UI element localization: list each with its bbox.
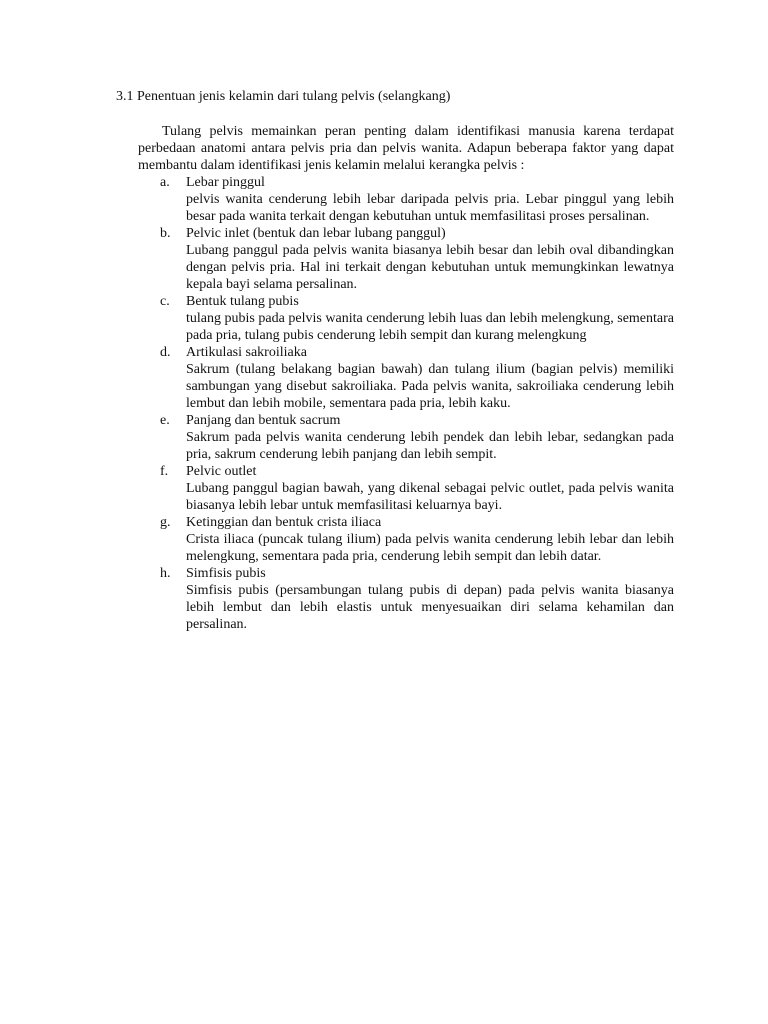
intro-paragraph: Tulang pelvis memainkan peran penting dalam identifikasi manusia karena terdapat perbedaan anatomi antara pelvis pria dan pelvis wanita. Adapun beberapa faktor yang dapat membantu dalam identifikasi jenis kelamin melalui kerangka pelvis : — [138, 124, 674, 173]
factor-list — [138, 174, 674, 633]
list-item — [138, 463, 674, 514]
item-title: Pelvic outlet — [186, 464, 257, 479]
section-heading: 3.1 Penentuan jenis kelamin dari tulang pelvis (selangkang) — [116, 89, 451, 104]
list-item — [138, 412, 674, 463]
list-marker: g. — [160, 515, 171, 530]
list-item — [138, 225, 674, 293]
item-title: Ketinggian dan bentuk crista iliaca — [186, 515, 382, 530]
list-item — [138, 174, 674, 225]
list-item — [138, 565, 674, 633]
item-title: Simfisis pubis — [186, 566, 266, 581]
list-marker: e. — [160, 413, 170, 428]
item-description: Lubang panggul pada pelvis wanita biasanya lebih besar dan lebih oval dibandingkan dengan pelvis pria. Hal ini terkait dengan kebutuhan untuk memungkinkan lewatnya kepala bayi selama persalinan. — [186, 243, 674, 292]
item-description: Sakrum (tulang belakang bagian bawah) dan tulang ilium (bagian pelvis) memiliki sambungan yang disebut sakroiliaka. Pada pelvis wanita, sakroiliaka cenderung lebih lembut dan lebih mobile, sementara pada pria, lebih kaku. — [186, 362, 674, 411]
list-marker: d. — [160, 345, 171, 360]
item-title: Pelvic inlet (bentuk dan lebar lubang panggul) — [186, 226, 446, 241]
item-description: Simfisis pubis (persambungan tulang pubis di depan) pada pelvis wanita biasanya lebih lembut dan lebih elastis untuk menyesuaikan diri selama kehamilan dan persalinan. — [186, 583, 674, 632]
item-description: Sakrum pada pelvis wanita cenderung lebih pendek dan lebih lebar, sedangkan pada pria, sakrum cenderung lebih panjang dan lebih sempit. — [186, 430, 674, 462]
item-description: Crista iliaca (puncak tulang ilium) pada pelvis wanita cenderung lebih lebar dan lebih melengkung, sementara pada pria, cenderung lebih sempit dan lebih datar. — [186, 532, 674, 564]
list-item — [138, 344, 674, 412]
item-description: Lubang panggul bagian bawah, yang dikenal sebagai pelvic outlet, pada pelvis wanita biasanya lebih lebar untuk memfasilitasi keluarnya bayi. — [186, 481, 674, 513]
list-marker: f. — [160, 464, 169, 479]
list-marker: c. — [160, 294, 170, 309]
item-title: Artikulasi sakroiliaka — [186, 345, 307, 360]
list-marker: h. — [160, 566, 171, 581]
document-page — [116, 88, 676, 633]
item-description: tulang pubis pada pelvis wanita cenderung lebih luas dan lebih melengkung, sementara pada pria, tulang pubis cenderung lebih sempit dan kurang melengkung — [186, 311, 674, 343]
list-marker: b. — [160, 226, 171, 241]
list-item — [138, 293, 674, 344]
item-title: Panjang dan bentuk sacrum — [186, 413, 341, 428]
list-marker: a. — [160, 175, 170, 190]
item-description: pelvis wanita cenderung lebih lebar daripada pelvis pria. Lebar pinggul yang lebih besar pada wanita terkait dengan kebutuhan untuk memfasilitasi proses persalinan. — [186, 192, 674, 224]
item-title: Bentuk tulang pubis — [186, 294, 299, 309]
list-item — [138, 514, 674, 565]
item-title: Lebar pinggul — [186, 175, 265, 190]
